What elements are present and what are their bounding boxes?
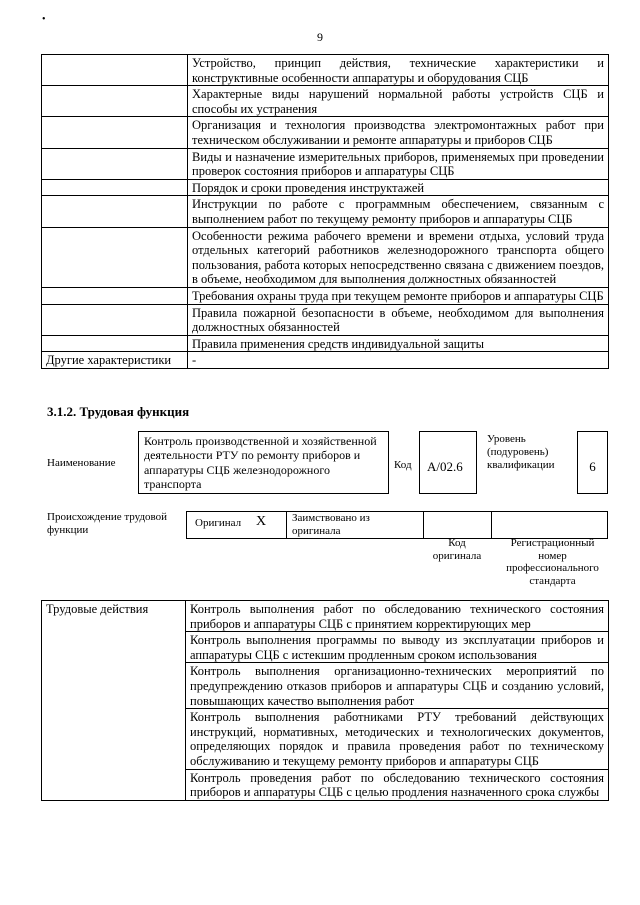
- table-row: [42, 179, 609, 196]
- registration-number-cell: [491, 511, 608, 539]
- action-text: Контроль выполнения программы по выводу из эксплуатации приборов и аппаратуры СЦБ с истекшим продленным сроком использования: [186, 632, 609, 663]
- table-row: [42, 148, 609, 179]
- row-text: Порядок и сроки проведения инструктажей: [188, 179, 609, 196]
- row-text: Правила применения средств индивидуальной защиты: [188, 335, 609, 352]
- action-text: Контроль проведения работ по обследованию технического состояния приборов и аппаратуры СЦБ с целью продления назначенного срока службы: [186, 769, 609, 800]
- action-text: Контроль выполнения работ по обследованию технического состояния приборов и аппаратуры СЦБ с принятием корректирующих мер: [186, 601, 609, 632]
- origin-label-text: Происхождение трудовой функции: [47, 511, 168, 536]
- row-text: Правила пожарной безопасности в объеме, необходимом для выполнения должностных обязанностей: [188, 304, 609, 335]
- function-code-box: A/02.6: [419, 431, 477, 494]
- row-text: Особенности режима рабочего времени и времени отдыха, условий труда отдельных категорий работников железнодорожного транспорта общего пользования, работа которых непосредственно связана с движением поездов, в объеме, необходимом для выполнения должностных обязанностей: [188, 227, 609, 287]
- row-label: [42, 287, 188, 304]
- code-label: Код: [394, 459, 412, 471]
- table-row: [42, 287, 609, 304]
- table-row: [42, 304, 609, 335]
- level-label: [487, 433, 573, 472]
- table-row: [42, 352, 609, 369]
- name-label: Наименование: [47, 457, 116, 469]
- original-code-cell: [423, 511, 492, 539]
- table-row: [42, 86, 609, 117]
- function-name-box: Контроль производственной и хозяйственной деятельности РТУ по ремонту приборов и аппаратуры СЦБ железнодорожного транспорта: [138, 431, 389, 494]
- row-label: [42, 196, 188, 227]
- row-label: [42, 55, 188, 86]
- borrowed-label: [292, 512, 392, 537]
- original-mark: X: [256, 514, 267, 529]
- table-row: [42, 117, 609, 148]
- table-row: [42, 601, 609, 632]
- borrowed-label-text: Заимствовано из оригинала: [292, 512, 370, 537]
- actions-label: Трудовые действия: [42, 601, 186, 801]
- table-row: [42, 196, 609, 227]
- original-code-caption-text: Код оригинала: [432, 537, 482, 562]
- section-title: 3.1.2. Трудовая функция: [47, 404, 190, 419]
- row-label: [42, 117, 188, 148]
- row-label: [42, 148, 188, 179]
- original-code-caption: [425, 537, 489, 562]
- level-label-text: Уровень (подуровень) квалификации: [487, 433, 555, 471]
- action-text: Контроль выполнения организационно-технических мероприятий по предупреждению отказов приборов и аппаратуры СЦБ и созданию условий, повышающих качество выполнения работ: [186, 663, 609, 709]
- corner-mark: •: [42, 14, 46, 25]
- row-text: Характерные виды нарушений нормальной работы устройств СЦБ и способы их устранения: [188, 86, 609, 117]
- table-row: [42, 55, 609, 86]
- row-label: [42, 227, 188, 287]
- row-text: -: [188, 352, 609, 369]
- level-value-box: 6: [577, 431, 608, 494]
- labor-actions-table: [41, 600, 609, 801]
- row-label: [42, 179, 188, 196]
- row-label: [42, 335, 188, 352]
- table-row: [42, 335, 609, 352]
- row-text: Организация и технология производства электромонтажных работ при техническом обслуживании и ремонте аппаратуры и приборов СЦБ: [188, 117, 609, 148]
- original-label: Оригинал: [195, 517, 242, 529]
- knowledge-table: [41, 54, 609, 369]
- row-text: Виды и назначение измерительных приборов, применяемых при проведении проверок состояния приборов и аппаратуры СЦБ: [188, 148, 609, 179]
- row-label: [42, 86, 188, 117]
- row-text: Устройство, принцип действия, технические характеристики и конструктивные особенности аппаратуры и оборудования СЦБ: [188, 55, 609, 86]
- page-number: 9: [317, 30, 323, 44]
- row-label: Другие характеристики: [42, 352, 188, 369]
- action-text: Контроль выполнения работниками РТУ требований действующих инструкций, нормативных, методических и технологических документов, определяющих порядок и правила проведения работ по техническому обслуживанию и текущему ремонту приборов и аппаратуры СЦБ: [186, 709, 609, 769]
- row-text: Инструкции по работе с программным обеспечением, связанным с выполнением работ по текущему ремонту приборов и аппаратуры СЦБ: [188, 196, 609, 227]
- row-text: Требования охраны труда при текущем ремонте приборов и аппаратуры СЦБ: [188, 287, 609, 304]
- origin-label: [47, 511, 177, 536]
- table-row: [42, 227, 609, 287]
- row-label: [42, 304, 188, 335]
- registration-number-caption: Регистрационный номер профессионального стандарта: [506, 537, 599, 587]
